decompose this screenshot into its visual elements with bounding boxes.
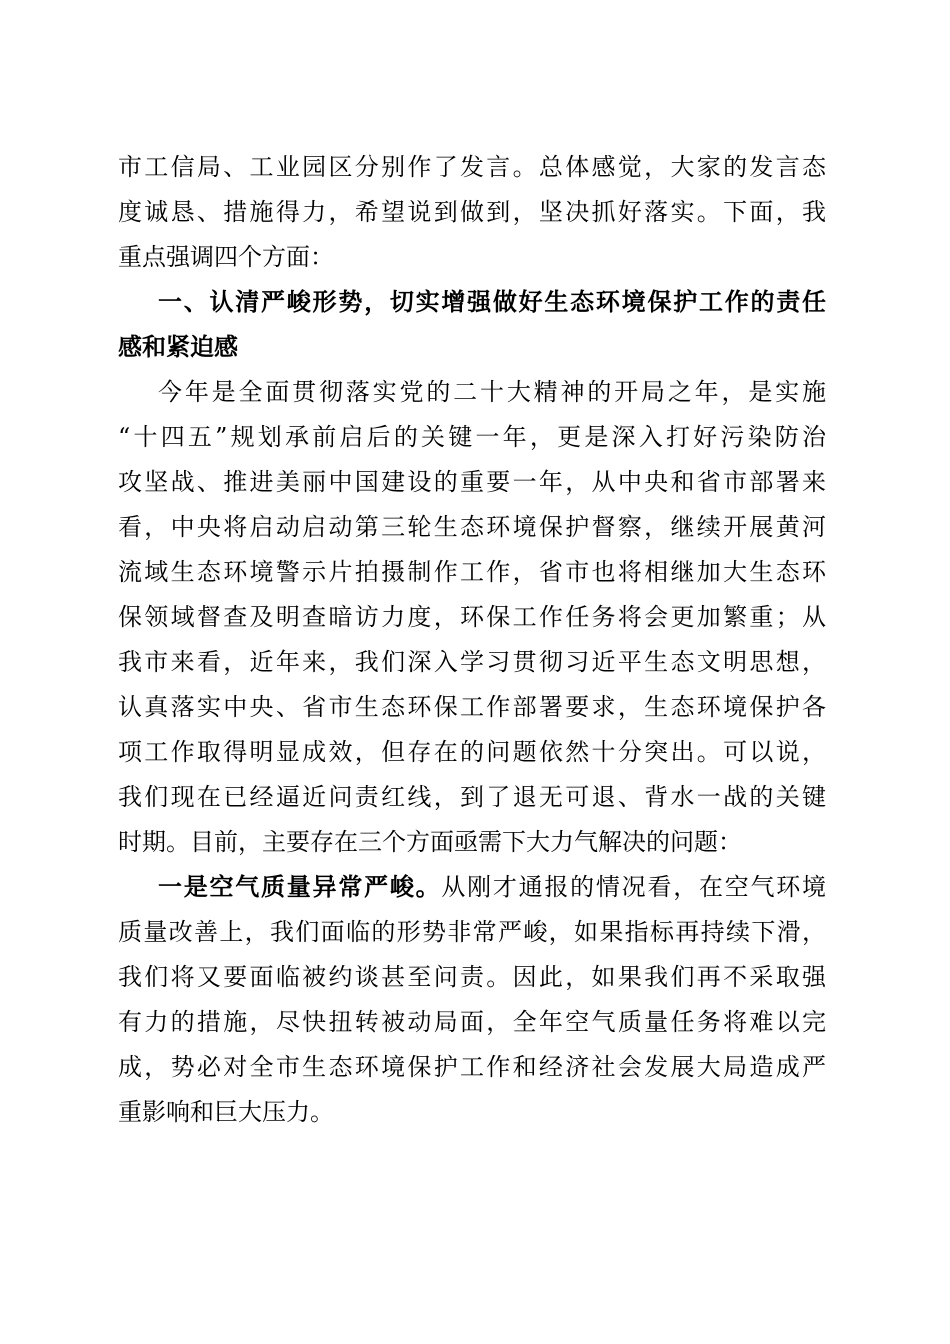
heading-line: 感和紧迫感: [118, 333, 238, 361]
paragraph-lead: 一是空气质量异常严峻。: [158, 873, 442, 901]
paragraph-intro: [118, 145, 826, 280]
paragraph-situation: [118, 370, 826, 865]
text-line: 有力的措施，尽快扭转被动局面，全年空气质量任务将难以完: [118, 1008, 826, 1036]
text-line: 我们现在已经逼近问责红线，到了退无可退、背水一战的关键: [118, 783, 826, 811]
section-heading-1: [118, 280, 826, 370]
heading-line: 一、认清严峻形势，切实增强做好生态环境保护工作的责任: [158, 288, 826, 316]
text-line: 度诚恳、措施得力，希望说到做到，坚决抓好落实。下面，我: [118, 198, 826, 226]
text-line: 重点强调四个方面：: [118, 243, 334, 271]
text-line: 今年是全面贯彻落实党的二十大精神的开局之年，是实施: [158, 378, 826, 406]
text-line: 流域生态环境警示片拍摄制作工作，省市也将相继加大生态环: [118, 558, 826, 586]
text-line: [118, 865, 826, 910]
paragraph-air-quality: [118, 865, 826, 1135]
text-line: 成，势必对全市生态环境保护工作和经济社会发展大局造成严: [118, 1053, 826, 1081]
text-line: 市工信局、工业园区分别作了发言。总体感觉，大家的发言态: [118, 153, 826, 181]
text-line: 保领域督查及明查暗访力度，环保工作任务将会更加繁重；从: [118, 603, 826, 631]
text-line: 认真落实中央、省市生态环保工作部署要求，生态环境保护各: [118, 693, 826, 721]
text-run: 从刚才通报的情况看，在空气环境: [441, 873, 826, 901]
text-line: 我们将又要面临被约谈甚至问责。因此，如果我们再不采取强: [118, 963, 826, 991]
document-body: [118, 145, 826, 1135]
text-line: 质量改善上，我们面临的形势非常严峻，如果指标再持续下滑，: [118, 918, 826, 946]
text-line: “十四五”规划承前启后的关键一年，更是深入打好污染防治: [118, 423, 826, 451]
text-line: 项工作取得明显成效，但存在的问题依然十分突出。可以说，: [118, 738, 826, 766]
text-line: 我市来看，近年来，我们深入学习贯彻习近平生态文明思想，: [118, 648, 826, 676]
text-line: 看，中央将启动启动第三轮生态环境保护督察，继续开展黄河: [118, 513, 826, 541]
text-line: 时期。目前，主要存在三个方面亟需下大力气解决的问题：: [118, 828, 742, 856]
text-line: 攻坚战、推进美丽中国建设的重要一年，从中央和省市部署来: [118, 468, 826, 496]
text-line: 重影响和巨大压力。: [118, 1098, 334, 1126]
